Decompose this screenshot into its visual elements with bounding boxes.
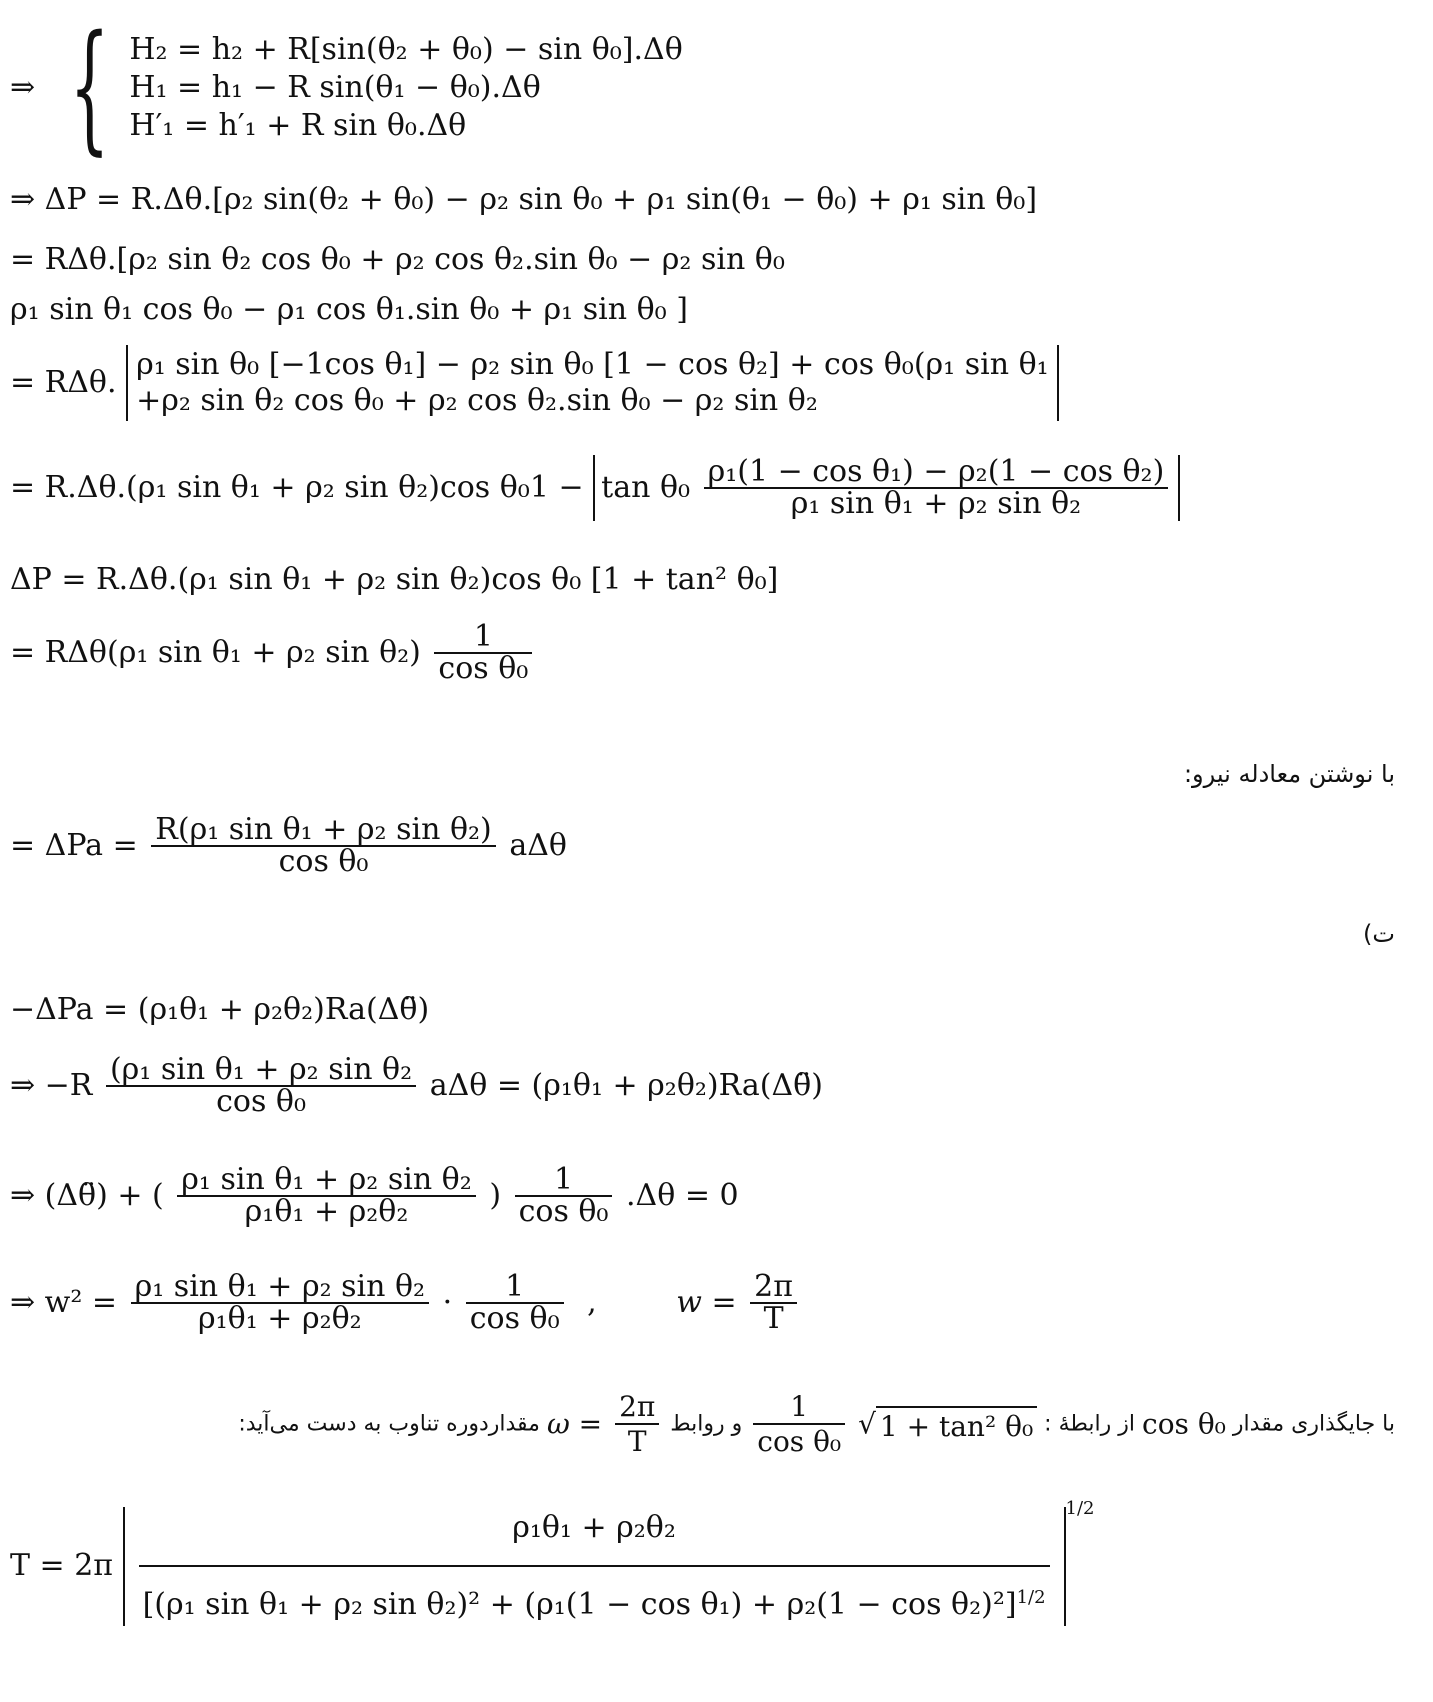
equation-line-11: [10, 812, 567, 879]
equation-line-6: ρ₁ sin θ₁ cos θ₀ − ρ₁ cos θ₁.sin θ₀ + ρ₁ sin θ₀ ]: [10, 292, 688, 327]
subst-fraction-denominator: cos θ₀: [753, 1423, 845, 1458]
line-7-row-2: +ρ₂ sin θ₂ cos θ₀ + ρ₂ cos θ₂.sin θ₀ − ρ₂ sin θ₂: [136, 383, 818, 418]
line-14-denominator-1: ρ₁θ₁ + ρ₂θ₂: [177, 1195, 475, 1227]
line-14-fraction-2: [515, 1162, 613, 1229]
line-15-fraction-1: [131, 1269, 429, 1336]
line-8-prefix: = R.Δθ.(ρ₁ sin θ₁ + ρ₂ sin θ₂)cos θ₀1 −: [10, 470, 584, 505]
equation-line-13: [10, 1052, 823, 1119]
implies-arrow: ⇒: [10, 70, 36, 105]
line-8-tan: tan θ₀: [601, 470, 691, 505]
subst-omega-fraction: [615, 1390, 659, 1458]
line-14-numerator-1: ρ₁ sin θ₁ + ρ₂ sin θ₂: [181, 1162, 472, 1197]
subst-sqrt: 1 + tan² θ₀: [876, 1406, 1037, 1443]
line-14-numerator-2: 1: [553, 1162, 574, 1197]
substitution-sentence: [238, 1390, 1395, 1458]
line-8-denominator: ρ₁ sin θ₁ + ρ₂ sin θ₂: [704, 487, 1169, 519]
subst-text-3: و روابط: [670, 1411, 743, 1437]
line-11-prefix: = ΔPa =: [10, 828, 138, 863]
equation-line-8: [10, 455, 1180, 521]
subst-fraction: [753, 1390, 845, 1458]
line-7-bracket: [126, 345, 1059, 421]
equation-line-4: ⇒ ΔP = R.Δθ.[ρ₂ sin(θ₂ + θ₀) − ρ₂ sin θ₀ + ρ₁ sin(θ₁ − θ₀) + ρ₁ sin θ₀]: [10, 182, 1038, 217]
section-t-label: ت): [1363, 920, 1395, 948]
line-10-denominator: cos θ₀: [434, 652, 532, 684]
line-8-bracket: [593, 455, 1180, 521]
system-row-2: H₁ = h₁ − R sin(θ₁ − θ₀).Δθ: [129, 70, 541, 105]
period-prefix: T = 2π: [10, 1548, 114, 1583]
line-15-numerator-2: 1: [505, 1269, 525, 1304]
line-10-fraction: [434, 619, 532, 686]
line-14-mid: ): [489, 1178, 502, 1213]
line-14-fraction-1: [177, 1162, 475, 1229]
system-row-1: H₂ = h₂ + R[sin(θ₂ + θ₀) − sin θ₀].Δθ: [129, 32, 683, 67]
left-brace: {: [69, 6, 110, 169]
line-15-fraction-2: [466, 1269, 564, 1336]
line-11-suffix: aΔθ: [509, 828, 567, 863]
subst-cos: cos θ₀: [1142, 1407, 1226, 1441]
line-15-omega-fraction: [750, 1269, 797, 1336]
line-13-prefix: ⇒ −R: [10, 1068, 93, 1103]
subst-omega-numerator: 2π: [619, 1390, 656, 1423]
line-11-numerator: R(ρ₁ sin θ₁ + ρ₂ sin θ₂): [155, 812, 492, 847]
equation-line-7: [10, 345, 1059, 421]
line-14-prefix: ⇒ (Δθ̈) + (: [10, 1178, 164, 1213]
line-13-fraction: [106, 1052, 416, 1119]
line-13-suffix: aΔθ = (ρ₁θ₁ + ρ₂θ₂)Ra(Δθ̈): [429, 1068, 823, 1103]
subst-omega-math: [547, 1390, 663, 1458]
line-15-omega-denominator: T: [750, 1302, 797, 1334]
line-15-comma: ,: [587, 1285, 597, 1320]
line-11-denominator: cos θ₀: [151, 845, 495, 877]
subst-text-4: مقداردوره تناوب به دست می‌آید:: [238, 1411, 540, 1437]
line-15-denominator-2: cos θ₀: [466, 1302, 564, 1334]
line-13-numerator: (ρ₁ sin θ₁ + ρ₂ sin θ₂: [109, 1052, 413, 1087]
force-equation-label: با نوشتن معادله نیرو:: [1183, 760, 1395, 788]
period-outer-exponent: 1/2: [1065, 1498, 1095, 1519]
period-denominator-text: [(ρ₁ sin θ₁ + ρ₂ sin θ₂)² + (ρ₁(1 − cos θ₁) + ρ₂(1 − cos θ₂)²]: [142, 1586, 1017, 1622]
period-numerator: ρ₁θ₁ + ρ₂θ₂: [512, 1509, 676, 1545]
equation-line-10: [10, 619, 536, 686]
line-7-row-1: ρ₁ sin θ₀ [−1cos θ₁] − ρ₂ sin θ₀ [1 − cos θ₂] + cos θ₀(ρ₁ sin θ₁: [136, 347, 1049, 382]
line-11-fraction: [151, 812, 495, 879]
subst-omega: ω =: [546, 1407, 603, 1441]
equation-line-5: = RΔθ.[ρ₂ sin θ₂ cos θ₀ + ρ₂ cos θ₂.sin θ₀ − ρ₂ sin θ₀: [10, 242, 785, 277]
subst-omega-denominator: T: [615, 1423, 659, 1458]
equation-line-12: −ΔPa = (ρ₁θ₁ + ρ₂θ₂)Ra(Δθ̈): [10, 992, 430, 1027]
equation-line-14: [10, 1162, 739, 1229]
subst-fraction-numerator: 1: [790, 1390, 809, 1423]
period-formula: [10, 1500, 1095, 1626]
period-bracket: [123, 1507, 1066, 1626]
sqrt-icon: √: [858, 1407, 876, 1441]
line-14-suffix: .Δθ = 0: [626, 1178, 739, 1213]
line-7-prefix: = RΔθ.: [10, 365, 117, 400]
line-15-omega-numerator: 2π: [754, 1269, 793, 1304]
line-15-omega: w =: [676, 1285, 737, 1320]
equation-system: [10, 6, 683, 169]
line-10-prefix: = RΔθ(ρ₁ sin θ₁ + ρ₂ sin θ₂): [10, 635, 421, 670]
line-15-dot: ·: [442, 1285, 453, 1320]
line-15-prefix: ⇒ w² =: [10, 1285, 118, 1320]
period-denominator: [139, 1565, 1050, 1620]
period-inner-exponent: 1/2: [1016, 1586, 1046, 1608]
system-row-3: H′₁ = h′₁ + R sin θ₀.Δθ: [129, 108, 467, 143]
line-8-numerator: ρ₁(1 − cos θ₁) − ρ₂(1 − cos θ₂): [707, 454, 1165, 489]
line-15-numerator-1: ρ₁ sin θ₁ + ρ₂ sin θ₂: [134, 1269, 426, 1304]
line-13-denominator: cos θ₀: [106, 1085, 416, 1117]
line-14-denominator-2: cos θ₀: [515, 1195, 613, 1227]
equation-line-9: ΔP = R.Δθ.(ρ₁ sin θ₁ + ρ₂ sin θ₂)cos θ₀ [1 + tan² θ₀]: [10, 562, 779, 597]
equation-line-15: [10, 1269, 801, 1336]
line-10-numerator: 1: [473, 619, 493, 654]
period-fraction: [139, 1509, 1050, 1622]
line-8-fraction: [704, 454, 1169, 521]
line-15-denominator-1: ρ₁θ₁ + ρ₂θ₂: [131, 1302, 429, 1334]
subst-text-2: از رابطهٔ :: [1044, 1411, 1136, 1437]
subst-math: [749, 1390, 1037, 1458]
system-rows: [129, 31, 682, 145]
subst-text-1: با جایگذاری مقدار: [1232, 1411, 1395, 1437]
